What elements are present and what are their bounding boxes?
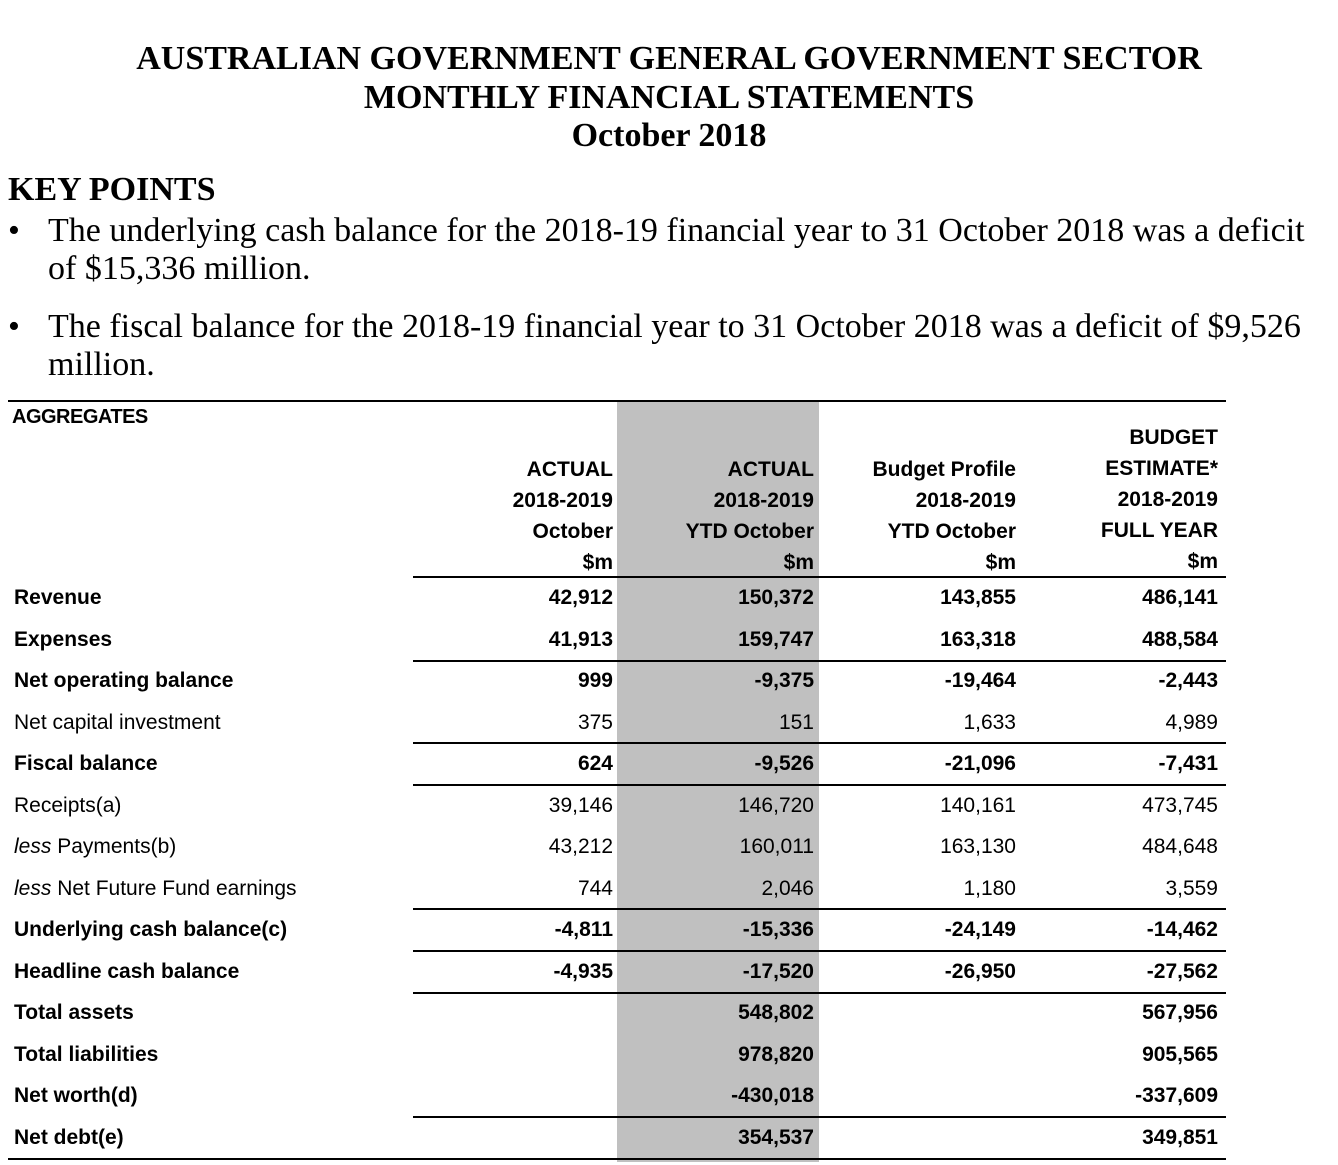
row-label [14,918,287,942]
column-header-line: October [532,520,613,543]
table-row [8,912,1226,953]
table-cell: 905,565 [1142,1042,1218,1066]
row-label-prefix: less [14,835,52,858]
column-header-budget-estimate [1018,422,1218,577]
row-label [14,1001,134,1025]
table-cell: -21,096 [944,752,1016,775]
table-cell: 163,318 [940,627,1016,651]
table-cell: 3,559 [1165,876,1218,900]
table-cell: -17,520 [742,959,814,983]
table-cell: 146,720 [738,793,814,817]
table-cell: 624 [577,752,613,775]
table-rule [413,950,1226,952]
report-period: October 2018 [571,117,767,154]
table-cell: 999 [577,669,613,692]
row-label [14,794,121,818]
table-cell: 140,161 [940,793,1016,817]
table-cell: 1,633 [963,710,1016,734]
table-cell: 163,130 [940,835,1016,858]
table-cell: -19,464 [944,669,1016,692]
report-title-line-1: AUSTRALIAN GOVERNMENT GENERAL GOVERNMENT SECTOR [136,40,1202,77]
table-row [8,1120,1226,1161]
row-label [14,1126,124,1150]
row-label [14,1084,138,1108]
table-row [8,954,1226,995]
column-header-line: 2018-2019 [915,489,1016,512]
table-cell: 567,956 [1142,1001,1218,1024]
key-point-text: The underlying cash balance for the 2018-19 financial year to 31 October 2018 was a deficit of $15,336 million. [48,212,1305,287]
table-cell: -4,811 [554,918,613,941]
row-label [14,586,102,610]
table-cell: -24,149 [944,918,1016,941]
column-header-line: YTD October [685,520,814,543]
table-cell: 2,046 [761,876,814,900]
table-cell: 548,802 [738,1001,814,1024]
column-header-actual-october [413,454,613,578]
row-label-prefix: less [14,876,52,900]
row-label-text: Net operating balance [14,669,234,692]
row-label [14,835,176,859]
table-cell: 1,180 [963,876,1016,900]
row-label-text: Headline cash balance [14,959,240,983]
row-label-text: Net capital investment [14,710,221,734]
table-cell: 349,851 [1142,1125,1218,1149]
row-label-text: Total assets [14,1001,134,1024]
table-cell: 486,141 [1142,586,1218,609]
bullet-icon: • [8,212,20,249]
table-cell: -26,950 [944,959,1016,983]
table-cell: 160,011 [739,835,814,858]
table-cell: -4,935 [553,959,613,983]
row-label [14,877,297,901]
row-label [14,1043,158,1067]
table-cell: -430,018 [731,1084,814,1107]
table-cell: 484,648 [1142,835,1218,858]
table-cell: 744 [577,876,613,900]
column-header-budget-profile [816,454,1016,578]
table-rule [8,1158,1226,1160]
column-header-line: BUDGET [1129,426,1218,449]
row-label-text: Fiscal balance [14,752,158,775]
row-label-text: Payments(b) [57,835,177,858]
row-label [14,752,158,776]
table-cell: -9,375 [754,669,814,692]
table-cell: 375 [577,710,613,734]
row-label-text: Revenue [14,586,102,609]
row-label [14,628,112,652]
table-cell: 151 [778,710,814,734]
table-row [8,1037,1226,1078]
row-label [14,711,221,735]
column-header-line: $m [582,551,613,574]
column-header-actual-ytd [614,454,814,578]
column-header-line: 2018-2019 [713,489,814,512]
key-point-text: The fiscal balance for the 2018-19 financial year to 31 October 2018 was a deficit of $9,526 million. [48,308,1301,383]
report-title-line-2: MONTHLY FINANCIAL STATEMENTS [363,79,975,116]
key-points-heading: KEY POINTS [8,171,216,208]
column-header-line: ACTUAL [526,458,613,481]
table-row [8,871,1226,912]
column-header-line: FULL YEAR [1100,519,1218,542]
row-label [14,669,233,693]
row-label [14,960,239,984]
table-row [8,705,1226,746]
table-cell: 150,372 [738,586,814,609]
table-cell: 43,212 [548,835,613,858]
table-cell: 159,747 [738,627,814,651]
column-header-line: $m [783,551,814,574]
aggregates-table [8,400,1226,1162]
table-row [8,580,1226,621]
column-header-line: 2018-2019 [1117,488,1218,511]
table-row [8,663,1226,704]
table-row [8,1078,1226,1119]
table-rule [413,1116,1226,1118]
table-cell: 488,584 [1142,627,1218,651]
column-header-line: Budget Profile [872,458,1016,481]
table-cell: 42,912 [548,586,613,609]
bullet-icon: • [8,308,20,345]
table-rule [413,992,1226,994]
table-cell: 4,989 [1165,710,1218,734]
table-row [8,746,1226,787]
table-cell: -14,462 [1146,918,1218,941]
table-row [8,622,1226,663]
row-label-text: Receipts(a) [14,793,122,817]
row-label-text: Total liabilities [14,1042,159,1066]
table-cell: -7,431 [1158,752,1218,775]
table-rule [413,576,1226,578]
table-row [8,995,1226,1036]
table-row [8,829,1226,870]
row-label-text: Net debt(e) [14,1125,124,1149]
table-cell: -2,443 [1158,669,1218,692]
table-row [8,788,1226,829]
table-cell: 39,146 [548,793,613,817]
row-label-text: Underlying cash balance(c) [14,918,288,941]
column-header-line: ESTIMATE* [1105,457,1218,480]
table-cell: -15,336 [742,918,814,941]
table-rule [413,742,1226,744]
table-cell: -337,609 [1135,1084,1218,1107]
table-rule [413,784,1226,786]
row-label-text: Net worth(d) [14,1084,138,1107]
column-header-line: YTD October [887,520,1016,543]
row-label-text: Net Future Fund earnings [57,876,297,900]
table-rule [413,660,1226,662]
table-cell: 978,820 [738,1042,814,1066]
table-cell: 354,537 [738,1125,814,1149]
row-label-text: Expenses [14,627,113,651]
column-header-line: ACTUAL [727,458,814,481]
table-cell: -27,562 [1146,959,1218,983]
column-header-line: $m [1187,550,1218,573]
table-title: AGGREGATES [12,406,148,428]
table-cell: -9,526 [754,752,814,775]
table-cell: 473,745 [1142,793,1218,817]
table-top-rule [8,400,1226,402]
table-cell: 41,913 [548,627,613,651]
table-rule [413,908,1226,910]
table-cell: 143,855 [940,586,1016,609]
column-header-line: $m [985,551,1016,574]
column-header-line: 2018-2019 [512,489,613,512]
